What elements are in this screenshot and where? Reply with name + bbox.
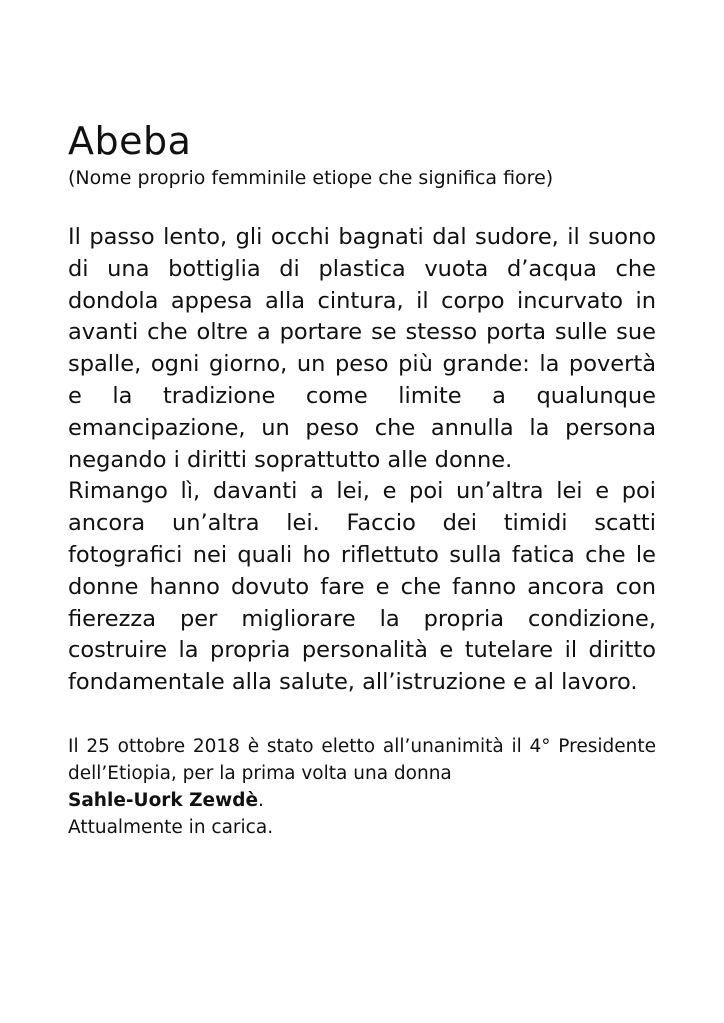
footnote-text: [68, 733, 656, 814]
paragraph: Il passo lento, gli occhi bagnati dal sudore, il suono di una bottiglia di plastica vuota d’acqua che dondola appesa alla cintura, il corpo incurvato in avanti che oltre a portare se stesso porta sulle sue spalle, ogni giorno, un peso più grande: la povertà e la tradizione come limite a qualunque emancipazione, un peso che annulla la persona negando i diritti soprattutto alle donne.: [68, 224, 656, 473]
president-name-suffix: .: [258, 789, 264, 811]
paragraph: Rimango lì, davanti a lei, e poi un’altra lei e poi ancora un’altra lei. Faccio dei timidi scatti fotografici nei quali ho riflettuto sulla fatica che le donne hanno dovuto fare e che fanno ancora con fierezza per migliorare la propria condizione, costruire la propria personalità e tutelare il diritto fondamentale alla salute, all’istruzione e al lavoro.: [68, 478, 656, 696]
body-text: [68, 222, 656, 699]
president-name: Sahle-Uork Zewdè: [68, 789, 258, 811]
document-subtitle: (Nome proprio femminile etiope che significa fiore): [68, 167, 554, 189]
footnote-intro: Il 25 ottobre 2018 è stato eletto all’unanimità il 4° Presidente dell’Etiopia, per la prima volta una donna: [68, 735, 656, 784]
document-page: [68, 118, 656, 841]
document-title: Abeba: [68, 119, 192, 163]
footnote: [68, 733, 656, 841]
footnote-status: Attualmente in carica.: [68, 816, 274, 838]
